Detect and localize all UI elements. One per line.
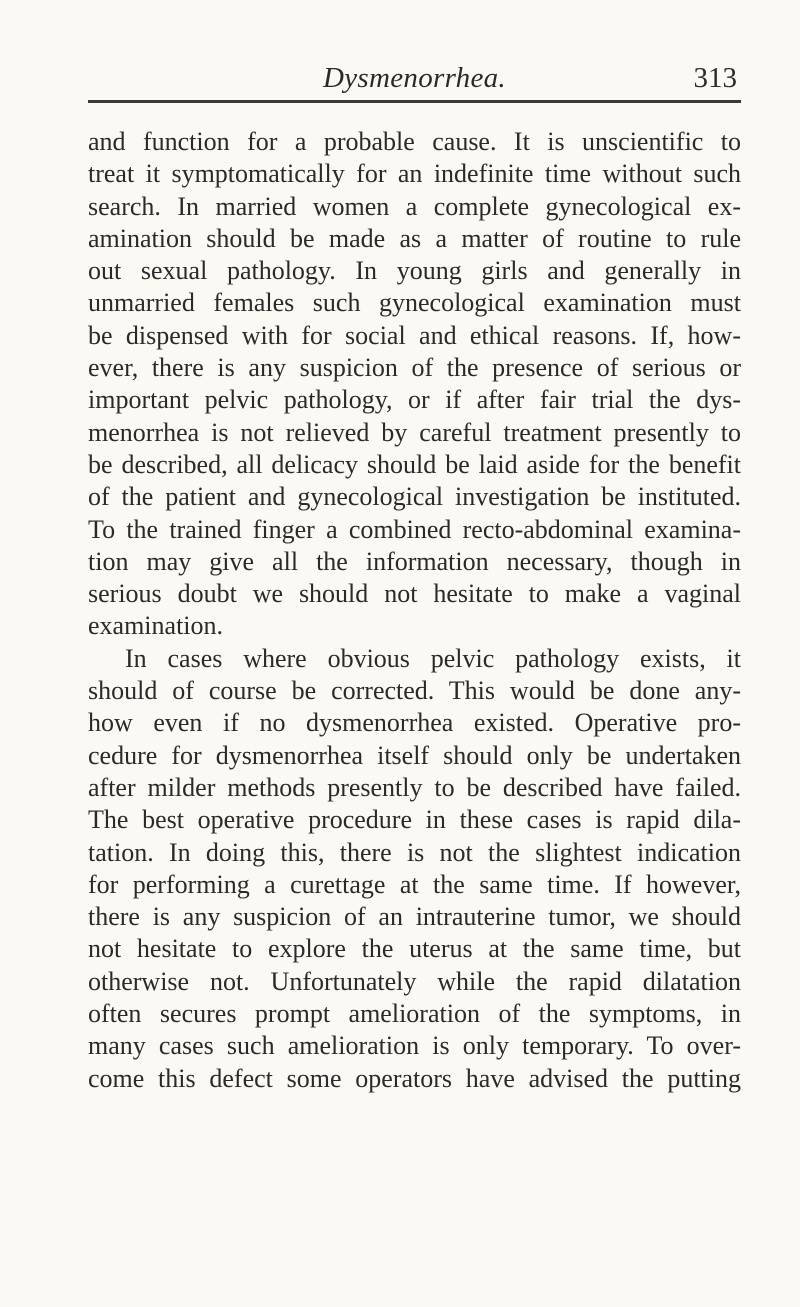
running-title: Dysmenorrhea. [323,62,506,94]
text-line: out sexual pathology. In young girls and generally in [88,256,741,286]
text-line: serious doubt we should not hesitate to make a vaginal [88,579,741,609]
body-text [88,126,741,1095]
text-line: there is any suspicion of an intrauterine tumor, we should [88,902,741,932]
text-line: for performing a curettage at the same time. If however, [88,869,741,899]
text-line: should of course be corrected. This would be done any- [88,676,741,706]
text-line: To the trained finger a combined recto-abdominal examina- [88,514,741,544]
text-line: tion may give all the information necessary, though in [88,546,741,576]
text-line: how even if no dysmenorrhea existed. Operative pro- [88,708,741,738]
text-line: search. In married women a complete gynecological ex- [88,191,741,221]
text-line: be described, all delicacy should be laid aside for the benefit [88,449,741,479]
text-line: not hesitate to explore the uterus at the same time, but [88,934,741,964]
text-line: ever, there is any suspicion of the presence of serious or [88,353,741,383]
text-line: important pelvic pathology, or if after fair trial the dys- [88,385,741,415]
text-line: and function for a probable cause. It is unscientific to [88,127,741,156]
text-line: often secures prompt amelioration of the symptoms, in [88,999,741,1029]
text-line: tation. In doing this, there is not the slightest indication [88,837,741,867]
text-line: many cases such amelioration is only temporary. To over- [88,1031,741,1061]
page-number: 313 [693,62,737,94]
text-line: unmarried females such gynecological examination must [88,288,741,318]
text-line: amination should be made as a matter of routine to rule [88,223,741,253]
text-line: of the patient and gynecological investigation be instituted. [88,482,741,512]
paragraph-end-line: examination. [88,611,224,641]
text-line: otherwise not. Unfortunately while the rapid dilatation [88,966,741,996]
header-rule [88,100,741,103]
text-line: menorrhea is not relieved by careful treatment presently to [88,417,741,447]
paragraph-start-line: In cases where obvious pelvic pathology exists, it [125,643,741,673]
text-line: cedure for dysmenorrhea itself should only be undertaken [88,740,741,770]
text-line: after milder methods presently to be described have failed. [88,772,741,802]
text-line: The best operative procedure in these cases is rapid dila- [88,805,741,835]
text-line: come this defect some operators have advised the putting [88,1063,741,1093]
text-line: treat it symptomatically for an indefinite time without such [88,159,741,189]
text-line: be dispensed with for social and ethical reasons. If, how- [88,320,741,350]
page-header [88,58,741,98]
